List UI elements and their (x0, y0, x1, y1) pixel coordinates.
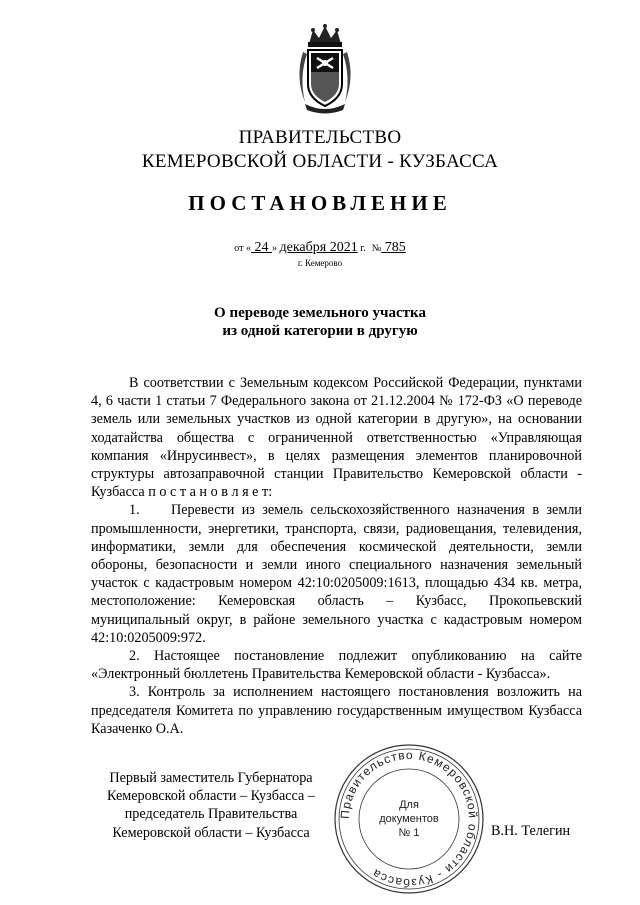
number-label: № (371, 243, 382, 254)
city-label: г. Кемерово (297, 258, 343, 268)
stamp-line3: № 1 (398, 827, 420, 839)
stamp-line2: документов (379, 813, 439, 825)
signatory-title-line3: председатель Правительства (124, 806, 298, 823)
document-date-number (0, 240, 640, 256)
signatory-title-line4: Кемеровской области – Кузбасса (112, 824, 310, 841)
date-prefix: от « (234, 243, 251, 254)
coat-of-arms-emblem (295, 22, 355, 114)
paragraph-item-1 (91, 501, 582, 647)
subject-line2: из одной категории в другую (222, 323, 418, 339)
stamp-line1: Для (399, 799, 419, 811)
paragraph-item-2: 2. Настоящее постановление подлежит опубликованию на сайте «Электронный бюллетень Правительства Кемеровской области - Кузбасса». (91, 648, 582, 683)
document-body (91, 374, 582, 738)
government-title-line1: ПРАВИТЕЛЬСТВО (238, 127, 402, 148)
signatory-title-line2: Кемеровской области – Кузбасса – (107, 788, 315, 805)
official-stamp (330, 740, 488, 898)
date-day: 24 (251, 240, 272, 255)
date-month-year: декабря 2021 (279, 240, 358, 255)
date-mid: » (272, 243, 280, 254)
stamp-ring-text: Правительство Кемеровской области - Кузбасса (337, 747, 481, 891)
government-title-line2: КЕМЕРОВСКОЙ ОБЛАСТИ - КУЗБАССА (141, 151, 499, 172)
paragraph-item-3: 3. Контроль за исполнением настоящего постановления возложить на председателя Комитета по управлению государственным имуществом Кузбасса Казаченко О.А. (91, 684, 582, 737)
document-type-title: ПОСТАНОВЛЕНИЕ (188, 191, 452, 215)
document-number: 785 (381, 240, 406, 255)
subject-line1: О переводе земельного участка (214, 305, 426, 321)
signatory-name: В.Н. Телегин (491, 823, 571, 839)
paragraph-preamble: В соответствии с Земельным кодексом Российской Федерации, пунктами 4, 6 части 1 статьи 7 Федерального закона от 21.12.2004 № 172-ФЗ «О переводе земель или земельных участков из одной категории в другую», на основании ходатайства общества с ограниченной ответственностью «Управляющая компания «Инрусинвест», в целях размещения элементов планировочной структуры автозаправочной станции Правительство Кемеровской области - Кузбасса п о с т а н о в л я е т: (91, 375, 582, 501)
signatory-title (91, 769, 331, 842)
item-1-text: Перевести из земель сельскохозяйственного назначения в земли промышленности, энергетики, транспорта, связи, радиовещания, телевидения, информатики, земли для обеспечения космической деятельности, земли обороны, безопасности и земли иного специального назначения земельный участок с кадастровым номером 42:10:0205009:1613, площадью 434 кв. метра, местоположение: Кемеровская область – Кузбасс, Прокопьевский муниципальный округ, в районе земельного участка с кадастровым номером 42:10:0205009:972. (91, 502, 582, 646)
signatory-title-line1: Первый заместитель Губернатора (109, 770, 313, 786)
item-number: 1. (129, 502, 140, 519)
date-year-suffix: г. (357, 243, 366, 254)
